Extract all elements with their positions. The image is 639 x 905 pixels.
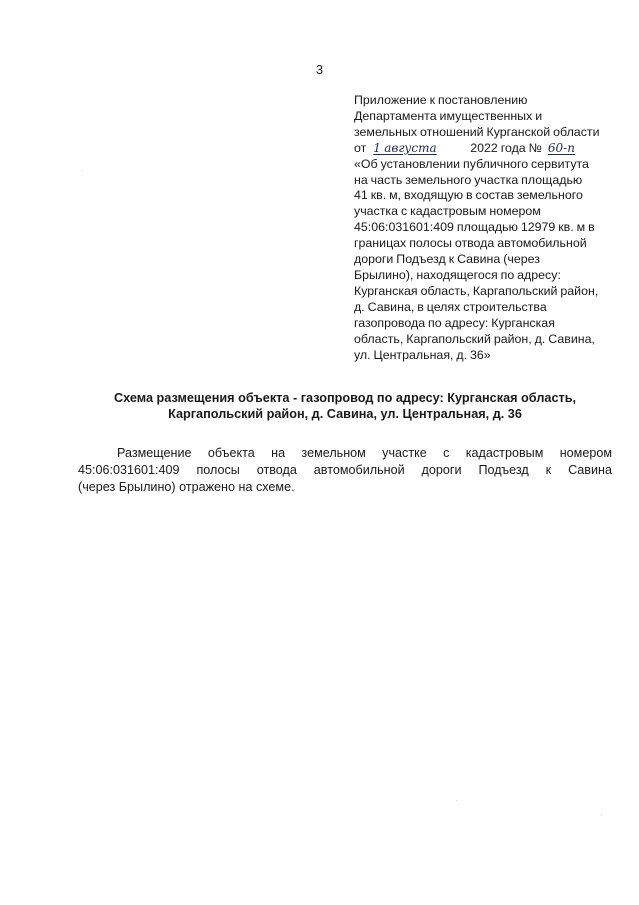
scan-speck — [601, 815, 602, 816]
title-line: Схема размещения объекта - газопровод по адресу: Курганская область, — [113, 391, 577, 405]
document-title — [88, 390, 602, 422]
year-text: 2022 года № — [470, 140, 542, 155]
appendix-line: Департамента имущественных и — [354, 108, 543, 123]
appendix-line: д. Савина, в целях строительства — [354, 299, 547, 314]
appendix-line: 41 кв. м, входящую в состав земельного — [354, 188, 583, 203]
handwritten-number: 60-п — [547, 140, 575, 155]
body-line: (через Брылино) отражено на схеме. — [78, 480, 295, 494]
body-line: 45:06:031601:409 полосы отвода автомобильной дороги Подъезд к Савина — [78, 463, 612, 477]
scan-speck — [456, 800, 457, 801]
appendix-line: земельных отношений Курганской области — [354, 124, 600, 139]
appendix-line: «Об установлении публичного сервитута — [354, 156, 589, 171]
appendix-line: Брылино), находящегося по адресу: — [354, 267, 561, 282]
body-paragraph — [78, 445, 612, 496]
appendix-line: Курганская область, Каргапольский район, — [354, 283, 599, 298]
appendix-line: на часть земельного участка площадью — [354, 172, 583, 187]
appendix-header — [354, 93, 616, 363]
scan-speck — [82, 170, 83, 171]
appendix-date-line — [354, 141, 616, 157]
title-line: Каргапольский район, д. Савина, ул. Центральная, д. 36 — [168, 407, 522, 421]
appendix-line: Приложение к постановлению — [354, 93, 528, 107]
page-number: 3 — [315, 62, 324, 77]
appendix-line: газопровода по адресу: Курганская — [354, 315, 555, 330]
appendix-line: участка с кадастровым номером — [354, 204, 541, 219]
handwritten-date: 1 августа — [373, 140, 437, 155]
appendix-line: дороги Подъезд к Савина (через — [354, 252, 540, 267]
from-prefix: от — [354, 140, 367, 155]
appendix-line: границах полосы отвода автомобильной — [354, 236, 587, 251]
appendix-line: ул. Центральная, д. 36» — [354, 347, 491, 362]
body-line: Размещение объекта на земельном участке с кадастровым номером — [117, 446, 612, 460]
appendix-line: область, Каргапольский район, д. Савина, — [354, 331, 595, 346]
appendix-line: 45:06:031601:409 площадью 12979 кв. м в — [354, 220, 595, 235]
